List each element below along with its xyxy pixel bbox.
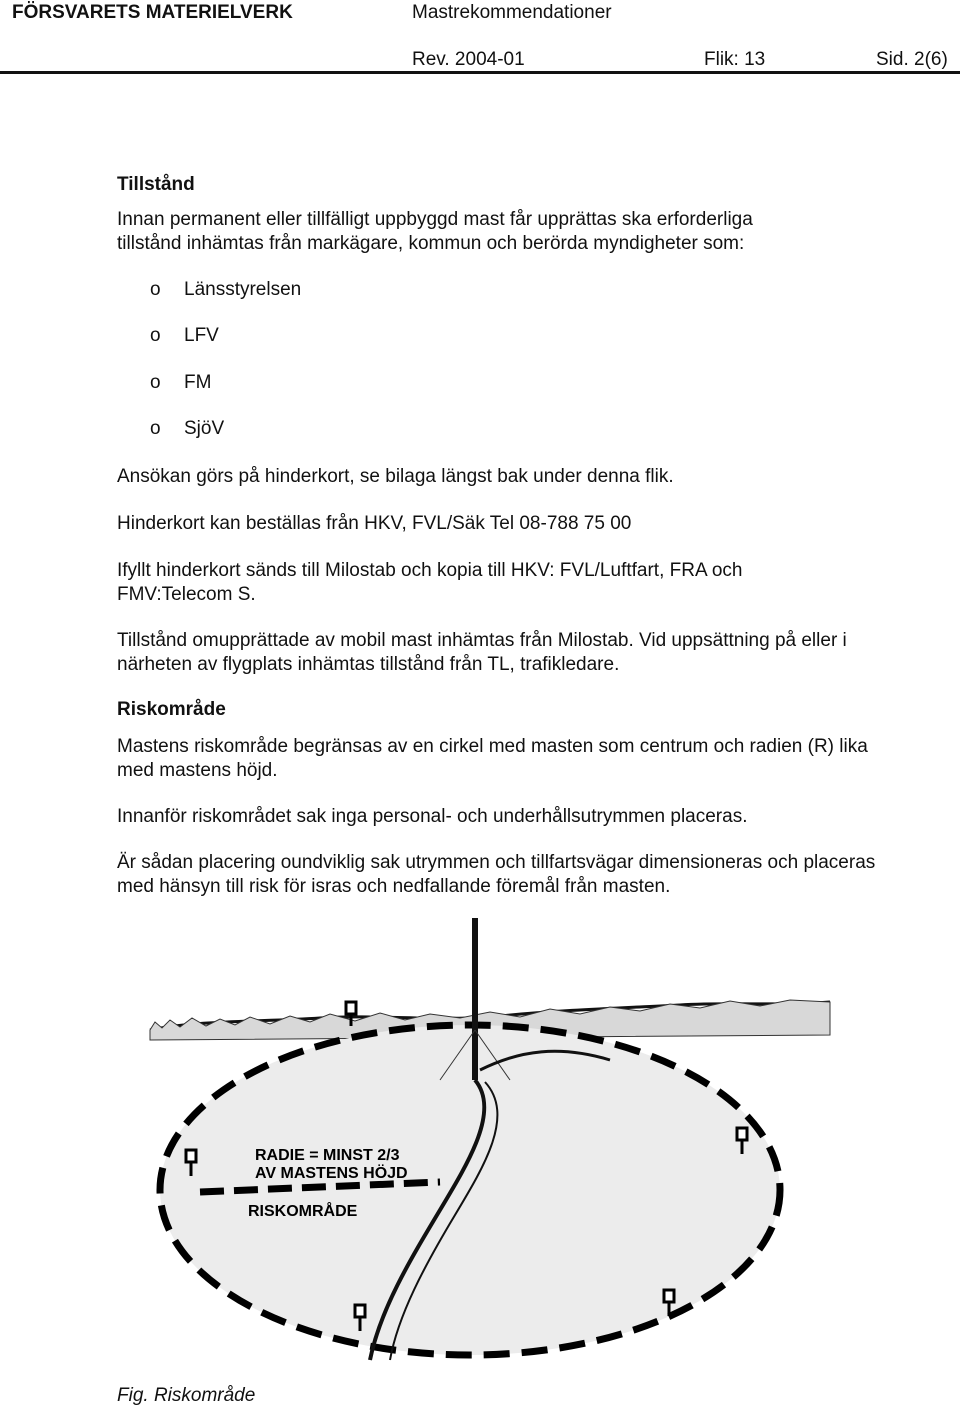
bullet-o: o bbox=[150, 372, 161, 393]
header-doc-title: Mastrekommendationer bbox=[412, 2, 612, 23]
header-sid: Sid. 2(6) bbox=[876, 49, 948, 70]
bullet-o: o bbox=[150, 418, 161, 439]
authority-label: SjöV bbox=[184, 418, 225, 439]
hinderkort-paragraph: Hinderkort kan beställas från HKV, FVL/Säk Tel 08-788 75 00 bbox=[117, 513, 632, 534]
risk-paragraph-3: Är sådan placering oundviklig sak utrymmen och tillfartsvägar dimensioneras och placeras med hänsyn till risk för isras och nedfallande föremål från masten. bbox=[117, 852, 876, 897]
figure-caption: Fig. Riskområde bbox=[117, 1385, 256, 1406]
heading-tillstand: Tillstånd bbox=[117, 174, 195, 195]
authority-label: Länsstyrelsen bbox=[184, 279, 302, 300]
header-flik: Flik: 13 bbox=[704, 49, 766, 70]
ifyllt-paragraph: Ifyllt hinderkort sänds till Milostab och kopia till HKV: FVL/Luftfart, FRA och FMV:Telecom S. bbox=[117, 560, 743, 605]
header-rev: Rev. 2004-01 bbox=[412, 49, 525, 70]
list-item bbox=[150, 324, 219, 348]
authority-label: LFV bbox=[184, 325, 219, 346]
risk-paragraph-2: Innanför riskområdet sak inga personal- och underhållsutrymmen placeras. bbox=[117, 806, 748, 827]
authority-label: FM bbox=[184, 372, 212, 393]
intro-paragraph: Innan permanent eller tillfälligt uppbyggd mast får upprättas ska erforderliga tillstånd inhämtas från markägare, kommun och berörda myndigheter som: bbox=[117, 209, 753, 254]
radius-label-line1: RADIE = MINST 2/3 bbox=[255, 1147, 400, 1164]
riskomrade-illustration bbox=[140, 910, 840, 1370]
heading-riskomrade: Riskområde bbox=[117, 699, 226, 720]
risk-paragraph-1: Mastens riskområde begränsas av en cirkel med masten som centrum och radien (R) lika med mastens höjd. bbox=[117, 736, 868, 781]
list-item bbox=[150, 278, 301, 302]
header-rule bbox=[0, 71, 960, 74]
mobil-paragraph: Tillstånd omupprättade av mobil mast inhämtas från Milostab. Vid uppsättning på eller i närheten av flygplats inhämtas tillstånd från TL, trafikledare. bbox=[117, 630, 847, 675]
bullet-o: o bbox=[150, 279, 161, 300]
list-item bbox=[150, 371, 211, 395]
list-item bbox=[150, 417, 224, 441]
header-org: FÖRSVARETS MATERIELVERK bbox=[12, 2, 293, 23]
ansokan-paragraph: Ansökan görs på hinderkort, se bilaga längst bak under denna flik. bbox=[117, 466, 674, 487]
radius-label-line2: AV MASTENS HÖJD bbox=[255, 1165, 408, 1182]
bullet-o: o bbox=[150, 325, 161, 346]
risk-area-label: RISKOMRÅDE bbox=[248, 1203, 358, 1220]
